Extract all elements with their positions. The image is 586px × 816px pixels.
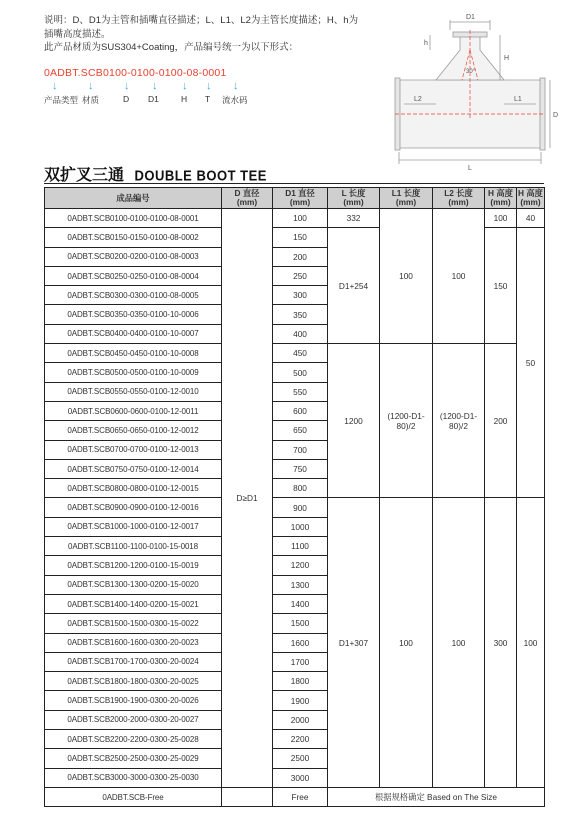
cell-d1: 3000 xyxy=(273,768,328,787)
cell-d1: 1800 xyxy=(273,672,328,691)
cell-code: 0ADBT.SCB0200-0200-0100-08-0003 xyxy=(45,247,222,266)
cell-code: 0ADBT.SCB1500-1500-0300-15-0022 xyxy=(45,614,222,633)
cell-code: 0ADBT.SCB0100-0100-0100-08-0001 xyxy=(45,209,222,228)
table-header-row xyxy=(45,188,545,209)
cell-d1: 450 xyxy=(273,344,328,363)
diagram-label-angle: 30° xyxy=(466,69,476,75)
cell-d1: 1200 xyxy=(273,556,328,575)
cell-l2-merged: 100 xyxy=(433,209,485,344)
diagram-label-l1: L1 xyxy=(514,96,522,103)
cell-l-merged: 1200 xyxy=(328,344,380,498)
cell-hs-merged: 100 xyxy=(517,498,545,787)
cell-d1: 300 xyxy=(273,286,328,305)
description-line-3: 此产品材质为SUS304+Coating，产品编号统一为以下形式： xyxy=(44,42,299,53)
cell-d1: 650 xyxy=(273,421,328,440)
cell-d1: 350 xyxy=(273,305,328,324)
cell-code: 0ADBT.SCB3000-3000-0300-25-0030 xyxy=(45,768,222,787)
arrow-down-icon: ↓ xyxy=(206,80,212,92)
page-title-en: DOUBLE BOOT TEE xyxy=(134,166,267,185)
cell-d1: Free xyxy=(273,787,328,806)
cell-d1: 550 xyxy=(273,382,328,401)
code-legend xyxy=(44,94,314,106)
cell-d1: 1100 xyxy=(273,537,328,556)
cell-d1: 2000 xyxy=(273,710,328,729)
arrow-down-icon: ↓ xyxy=(182,80,188,92)
cell-d1: 700 xyxy=(273,440,328,459)
cell-hs-merged: 50 xyxy=(517,228,545,498)
table-row xyxy=(45,498,545,517)
legend-d: D xyxy=(123,94,130,104)
cell-d1: 500 xyxy=(273,363,328,382)
cell-l2-merged: 100 xyxy=(433,498,485,787)
description-line-1: 说明：D、D1为主管和插嘴直径描述；L、L1、L2为主管长度描述；H、h为 xyxy=(44,15,359,26)
cell-code: 0ADBT.SCB1200-1200-0100-15-0019 xyxy=(45,556,222,575)
page-title xyxy=(44,162,267,185)
cell-code: 0ADBT.SCB0300-0300-0100-08-0005 xyxy=(45,286,222,305)
header-h: H 高度 (mm) xyxy=(485,188,517,209)
cell-d1: 150 xyxy=(273,228,328,247)
cell-l-merged: D1+307 xyxy=(328,498,380,787)
description xyxy=(44,14,374,55)
legend-h: H xyxy=(181,94,188,104)
cell-d-empty xyxy=(222,787,273,806)
header-d1: D1 直径 (mm) xyxy=(273,188,328,209)
cell-d1: 1000 xyxy=(273,517,328,536)
table-row xyxy=(45,209,545,228)
header-l1: L1 长度 (mm) xyxy=(380,188,433,209)
cell-d-merged: D≥D1 xyxy=(222,209,273,788)
cell-h: 100 xyxy=(485,209,517,228)
cell-d1: 1400 xyxy=(273,594,328,613)
cell-code: 0ADBT.SCB1400-1400-0200-15-0021 xyxy=(45,594,222,613)
cell-d1: 1900 xyxy=(273,691,328,710)
cell-code: 0ADBT.SCB0250-0250-0100-08-0004 xyxy=(45,266,222,285)
cell-code: 0ADBT.SCB1300-1300-0200-15-0020 xyxy=(45,575,222,594)
cell-d1: 1500 xyxy=(273,614,328,633)
cell-d1: 900 xyxy=(273,498,328,517)
cell-l-merged: D1+254 xyxy=(328,228,380,344)
cell-d1: 2200 xyxy=(273,730,328,749)
cell-code: 0ADBT.SCB2500-2500-0300-25-0029 xyxy=(45,749,222,768)
cell-code: 0ADBT.SCB1600-1600-0300-20-0023 xyxy=(45,633,222,652)
legend-material: 材质 xyxy=(82,95,100,105)
page-title-cn: 双扩叉三通 xyxy=(44,167,125,184)
legend-d1: D1 xyxy=(148,94,159,104)
diagram-label-l: L xyxy=(468,165,472,172)
cell-code: 0ADBT.SCB-Free xyxy=(45,787,222,806)
cell-code: 0ADBT.SCB0450-0450-0100-10-0008 xyxy=(45,344,222,363)
table-row-free xyxy=(45,787,545,806)
cell-d1: 800 xyxy=(273,479,328,498)
cell-free-note: 根据规格确定 Based on The Size xyxy=(328,787,545,806)
cell-code: 0ADBT.SCB2200-2200-0300-25-0028 xyxy=(45,730,222,749)
header-d: D 直径 (mm) xyxy=(222,188,273,209)
cell-h-merged: 200 xyxy=(485,344,517,498)
cell-d1: 1300 xyxy=(273,575,328,594)
cell-code: 0ADBT.SCB0500-0500-0100-10-0009 xyxy=(45,363,222,382)
diagram-label-l2: L2 xyxy=(414,96,422,103)
legend-product-type: 产品类型 xyxy=(44,95,79,105)
cell-code: 0ADBT.SCB1100-1100-0100-15-0018 xyxy=(45,537,222,556)
cell-d1: 100 xyxy=(273,209,328,228)
arrow-down-icon: ↓ xyxy=(88,80,94,92)
cell-code: 0ADBT.SCB0900-0900-0100-12-0016 xyxy=(45,498,222,517)
cell-code: 0ADBT.SCB0750-0750-0100-12-0014 xyxy=(45,459,222,478)
cell-d1: 1600 xyxy=(273,633,328,652)
arrow-down-icon: ↓ xyxy=(124,80,130,92)
cell-code: 0ADBT.SCB0800-0800-0100-12-0015 xyxy=(45,479,222,498)
description-line-2: 插嘴高度描述。 xyxy=(44,28,111,40)
cell-d1: 1700 xyxy=(273,652,328,671)
cell-l1-merged: (1200-D1-80)/2 xyxy=(380,344,433,498)
cell-code: 0ADBT.SCB1800-1800-0300-20-0025 xyxy=(45,672,222,691)
cell-d1: 600 xyxy=(273,401,328,420)
code-arrows xyxy=(44,81,304,93)
cell-hs: 40 xyxy=(517,209,545,228)
diagram-label-h-big: H xyxy=(504,55,510,62)
diagram-label-d: D xyxy=(553,112,559,119)
title-divider xyxy=(44,183,544,184)
diagram-label-h-small: h xyxy=(424,40,428,47)
cell-code: 0ADBT.SCB0550-0550-0100-12-0010 xyxy=(45,382,222,401)
cell-code: 0ADBT.SCB0150-0150-0100-08-0002 xyxy=(45,228,222,247)
legend-t: T xyxy=(205,94,211,104)
cell-code: 0ADBT.SCB1700-1700-0300-20-0024 xyxy=(45,652,222,671)
cell-code: 0ADBT.SCB0700-0700-0100-12-0013 xyxy=(45,440,222,459)
header-code: 成品编号 xyxy=(45,188,222,209)
arrow-down-icon: ↓ xyxy=(52,80,58,92)
double-boot-tee-diagram xyxy=(390,10,560,172)
cell-l1-merged: 100 xyxy=(380,209,433,344)
spec-table xyxy=(44,187,545,807)
cell-code: 0ADBT.SCB0650-0650-0100-12-0012 xyxy=(45,421,222,440)
cell-code: 0ADBT.SCB0350-0350-0100-10-0006 xyxy=(45,305,222,324)
diagram-label-d1: D1 xyxy=(466,14,475,21)
header-l: L 长度 (mm) xyxy=(328,188,380,209)
cell-l2-merged: (1200-D1-80)/2 xyxy=(433,344,485,498)
cell-l1-merged: 100 xyxy=(380,498,433,787)
cell-code: 0ADBT.SCB2000-2000-0300-20-0027 xyxy=(45,710,222,729)
cell-d1: 750 xyxy=(273,459,328,478)
cell-code: 0ADBT.SCB1000-1000-0100-12-0017 xyxy=(45,517,222,536)
cell-l: 332 xyxy=(328,209,380,228)
cell-d1: 200 xyxy=(273,247,328,266)
cell-code: 0ADBT.SCB0600-0600-0100-12-0011 xyxy=(45,401,222,420)
arrow-down-icon: ↓ xyxy=(152,80,158,92)
code-example: 0ADBT.SCB0100-0100-0100-08-0001 xyxy=(44,67,227,79)
cell-d1: 400 xyxy=(273,324,328,343)
legend-serial: 流水码 xyxy=(222,95,248,105)
cell-d1: 250 xyxy=(273,266,328,285)
header-l2: L2 长度 (mm) xyxy=(433,188,485,209)
cell-h-merged: 150 xyxy=(485,228,517,344)
header-hs: H 高度 (mm) xyxy=(518,188,543,207)
cell-code: 0ADBT.SCB1900-1900-0300-20-0026 xyxy=(45,691,222,710)
cell-code: 0ADBT.SCB0400-0400-0100-10-0007 xyxy=(45,324,222,343)
arrow-down-icon: ↓ xyxy=(233,80,239,92)
table-row xyxy=(45,344,545,363)
cell-d1: 2500 xyxy=(273,749,328,768)
cell-h-merged: 300 xyxy=(485,498,517,787)
